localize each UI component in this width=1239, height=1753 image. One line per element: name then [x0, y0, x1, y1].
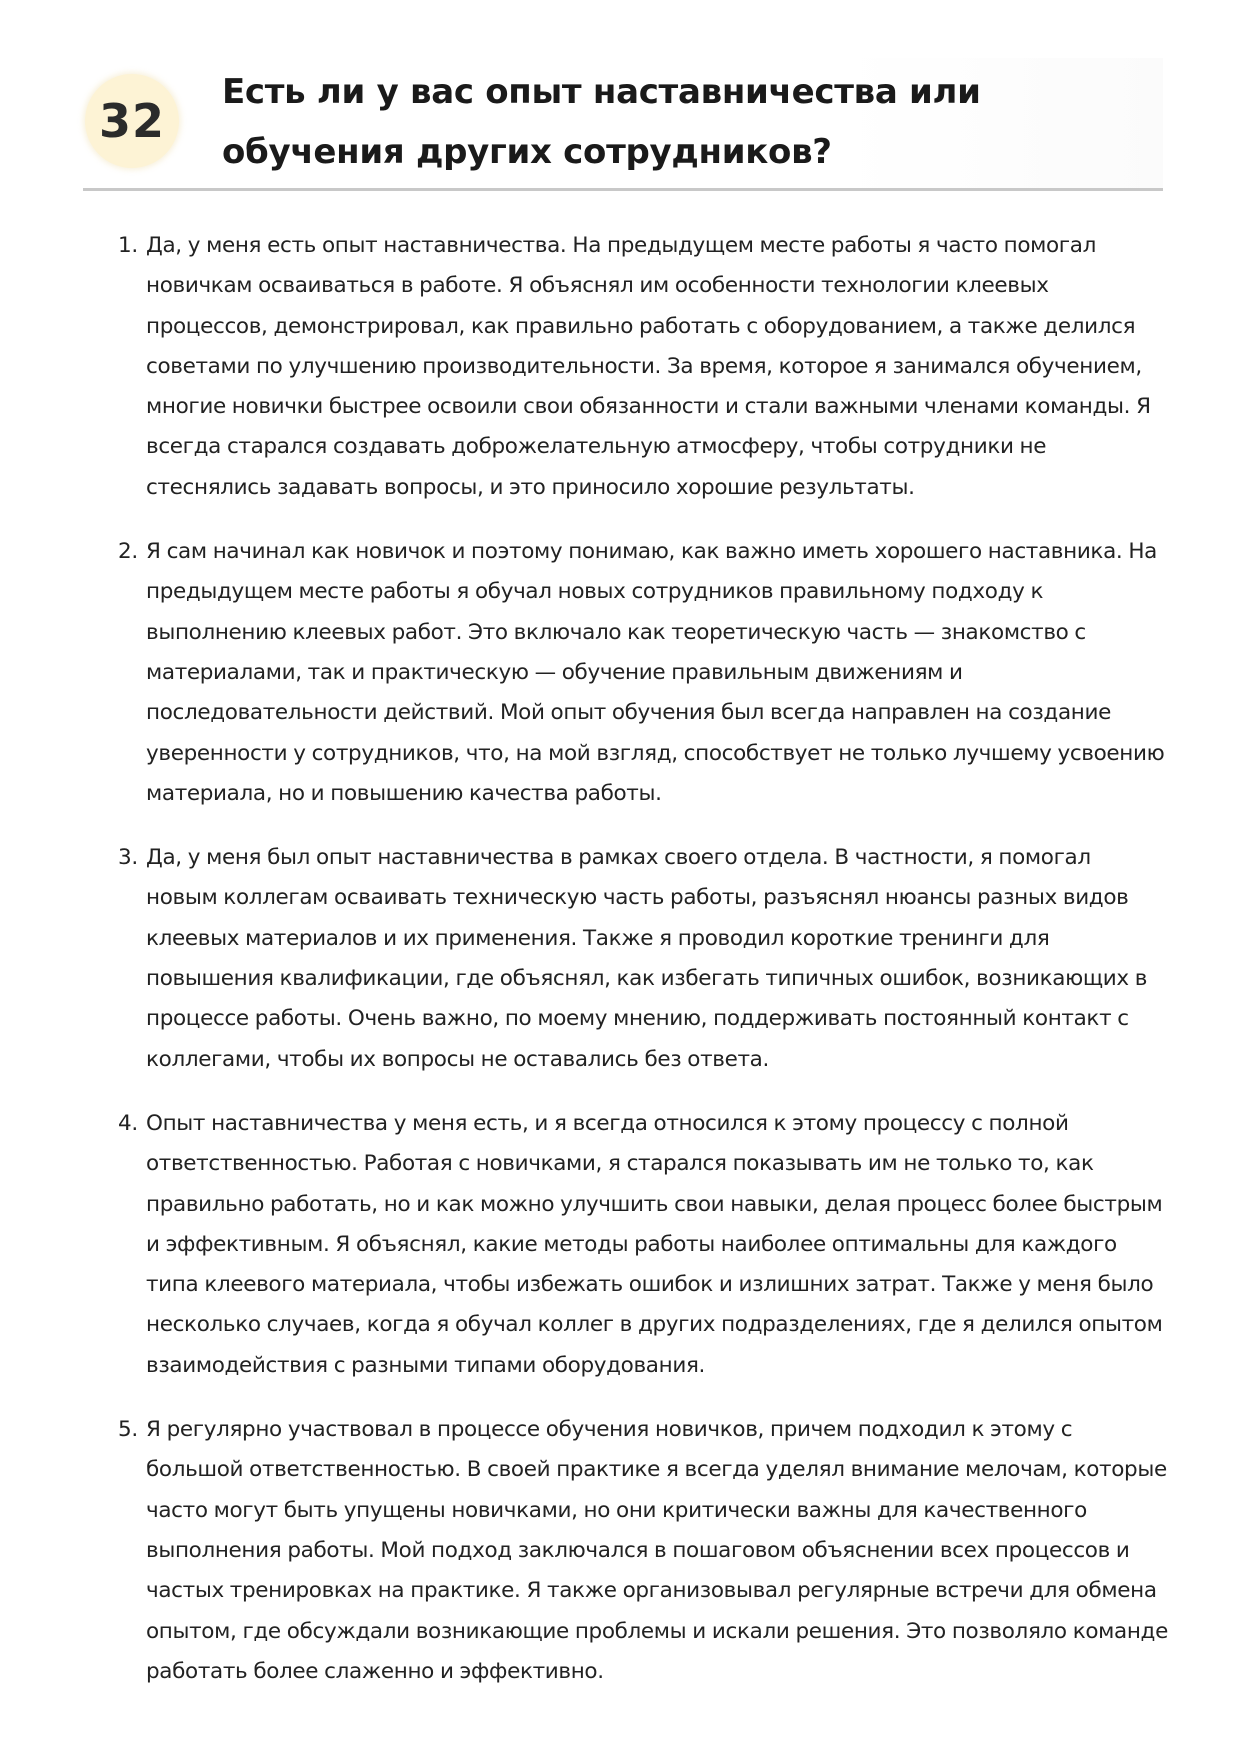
answer-number: 2. [118, 539, 138, 565]
answer-text: Да, у меня есть опыт наставничества. На предыдущем месте работы я часто помогал новичкам осваиваться в работе. Я объяснял им особенности технологии клеевых процессов, демонстрировал, как правильно работать с оборудованием, а также делился советами по улучшению производительности. За время, которое я занимался обучением, многие новички быстрее освоили свои обязанности и стали важными членами команды. Я всегда старался создавать доброжелательную атмосферу, чтобы сотрудники не стеснялись задавать вопросы, и это приносило хорошие результаты. [146, 233, 1151, 500]
answer-item [118, 1104, 1168, 1386]
question-header [83, 58, 1163, 191]
answer-list [118, 226, 1168, 1716]
answer-text: Да, у меня был опыт наставничества в рамках своего отдела. В частности, я помогал новым коллегам осваивать техническую часть работы, разъяснял нюансы разных видов клеевых материалов и их применения. Также я проводил короткие тренинги для повышения квалификации, где объяснял, как избегать типичных ошибок, возникающих в процессе работы. Очень важно, по моему мнению, поддерживать постоянный контакт с коллегами, чтобы их вопросы не оставались без ответа. [146, 845, 1148, 1072]
answer-text: Я регулярно участвовал в процессе обучения новичков, причем подходил к этому с большой ответственностью. В своей практике я всегда уделял внимание мелочам, которые часто могут быть упущены новичками, но они критически важны для качественного выполнения работы. Мой подход заключался в пошаговом объяснении всех процессов и частых тренировках на практике. Я также организовывал регулярные встречи для обмена опытом, где обсуждали возникающие проблемы и искали решения. Это позволяло команде работать более слаженно и эффективно. [146, 1417, 1168, 1684]
question-title: Есть ли у вас опыт наставничества или обучения других сотрудников? [222, 72, 981, 172]
answer-item [118, 532, 1168, 814]
answer-item [118, 1410, 1168, 1692]
answer-number: 3. [118, 845, 138, 871]
answer-number: 1. [118, 233, 138, 258]
question-number-badge: 32 [85, 74, 179, 168]
answer-number: 5. [118, 1417, 138, 1443]
answer-item [118, 838, 1168, 1080]
answer-text: Я сам начинал как новичок и поэтому понимаю, как важно иметь хорошего наставника. На предыдущем месте работы я обучал новых сотрудников правильному подходу к выполнению клеевых работ. Это включало как теоретическую часть — знакомство с материалами, так и практическую — обучение правильным движениям и последовательности действий. Мой опыт обучения был всегда направлен на создание уверенности у сотрудников, что, на мой взгляд, способствует не только лучшему усвоению материала, но и повышению качества работы. [146, 539, 1165, 806]
answer-text: Опыт наставничества у меня есть, и я всегда относился к этому процессу с полной ответственностью. Работая с новичками, я старался показывать им не только то, как правильно работать, но и как можно улучшить свои навыки, делая процесс более быстрым и эффективным. Я объяснял, какие методы работы наиболее оптимальны для каждого типа клеевого материала, чтобы избежать ошибок и излишних затрат. Также у меня было несколько случаев, когда я обучал коллег в других подразделениях, где я делился опытом взаимодействия с разными типами оборудования. [146, 1110, 1163, 1378]
answer-number: 4. [118, 1110, 138, 1136]
answer-item [118, 226, 1168, 508]
